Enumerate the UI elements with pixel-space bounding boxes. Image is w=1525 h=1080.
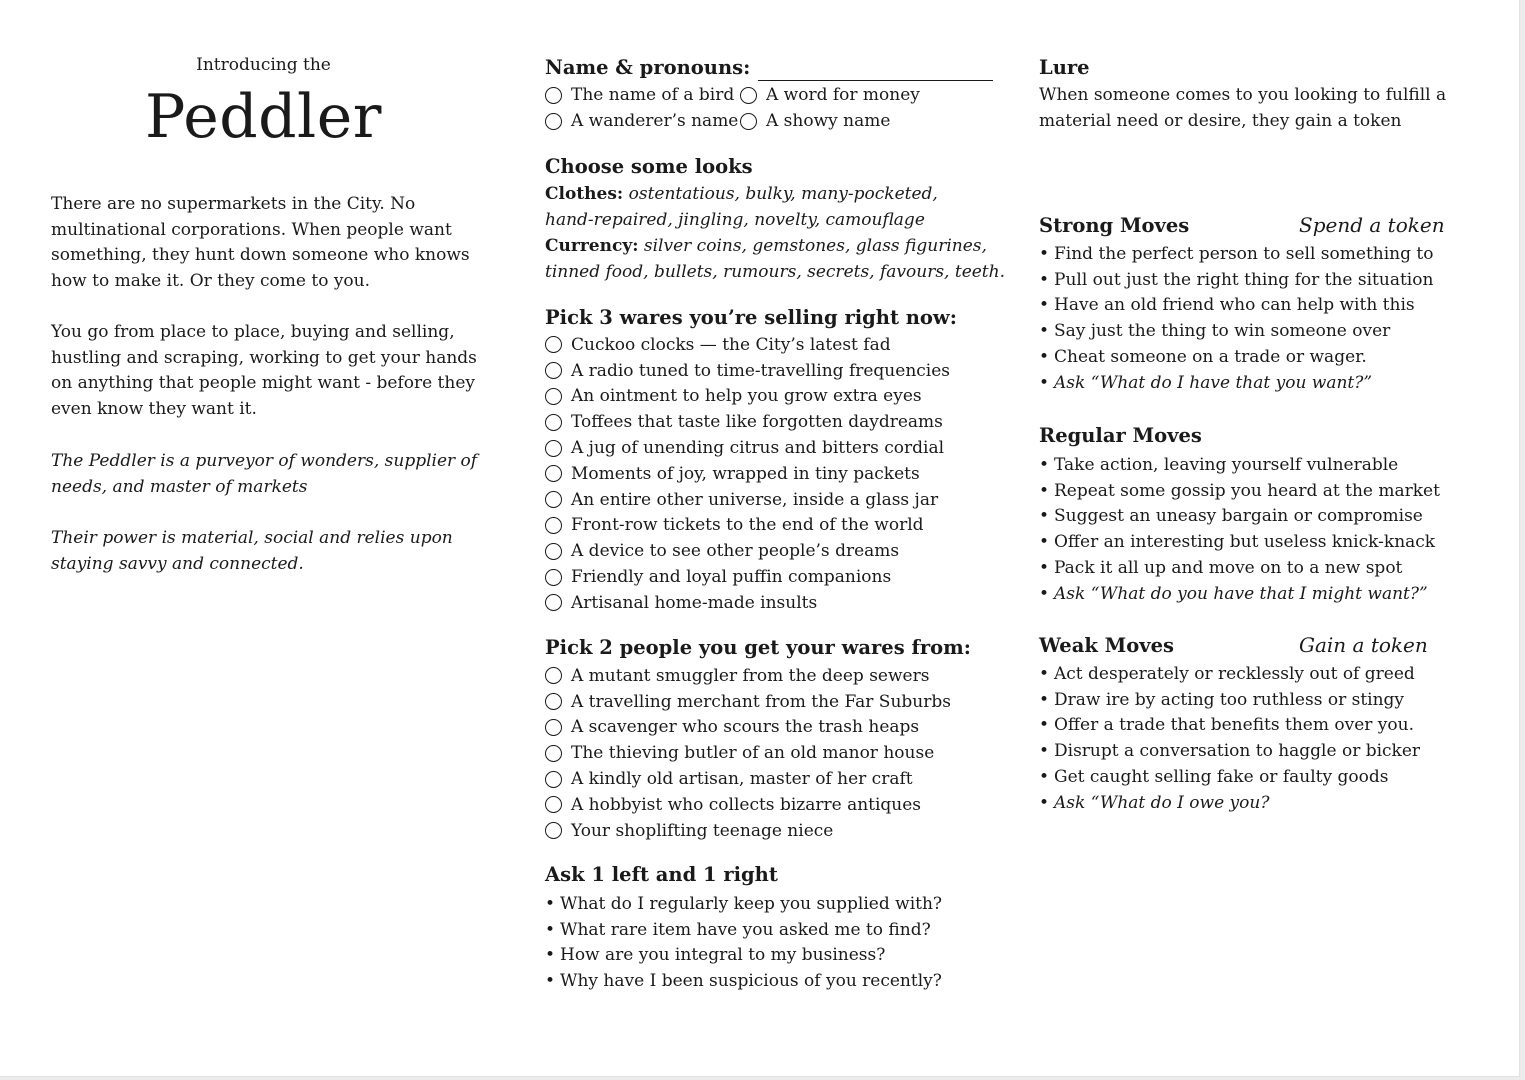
bullet-text: Draw ire by acting too ruthless or stingy <box>1054 689 1405 710</box>
bullet-icon: • <box>1039 347 1050 368</box>
bullet-icon: • <box>1039 243 1050 264</box>
option-item[interactable] <box>545 792 995 818</box>
bullet-icon: • <box>1039 663 1050 684</box>
bullet-icon: • <box>545 893 556 914</box>
option-label: A travelling merchant from the Far Suburbs <box>571 691 951 712</box>
regular-moves-heading: Regular Moves <box>1039 424 1202 447</box>
option-item[interactable] <box>545 818 995 844</box>
bullet-item <box>1039 267 1459 293</box>
checkbox-circle-icon[interactable] <box>545 440 562 457</box>
description-paragraph: You go from place to place, buying and selling, hustling and scraping, working to get your hands on anything that people might want - before they even know they want it. <box>51 322 477 420</box>
option-label: A scavenger who scours the trash heaps <box>571 717 920 738</box>
bullet-text: Disrupt a conversation to haggle or bicker <box>1054 741 1421 762</box>
bullet-icon: • <box>1039 506 1050 527</box>
option-item[interactable] <box>545 564 995 590</box>
description-paragraph: There are no supermarkets in the City. No multinational corporations. When people want something, they hunt down someone who knows how to make it. Or they come to you. <box>51 194 470 292</box>
bullet-item <box>1039 555 1459 581</box>
bullet-text: Find the perfect person to sell something to <box>1054 243 1434 264</box>
bullet-item <box>1039 452 1459 478</box>
option-label: A kindly old artisan, master of her craft <box>571 769 913 790</box>
bullet-icon: • <box>1039 454 1050 475</box>
currency-label: Currency: <box>545 236 639 256</box>
option-item[interactable] <box>545 435 995 461</box>
checkbox-circle-icon[interactable] <box>545 113 562 130</box>
option-item[interactable] <box>545 461 995 487</box>
option-label: A showy name <box>766 111 891 131</box>
option-label: An entire other universe, inside a glass jar <box>571 489 939 510</box>
gain-token-note: Gain a token <box>1299 633 1428 657</box>
bullet-item <box>1039 687 1459 713</box>
bullet-item <box>1039 370 1459 396</box>
checkbox-circle-icon[interactable] <box>545 745 562 762</box>
bullet-text: How are you integral to my business? <box>560 945 886 966</box>
checkbox-circle-icon[interactable] <box>545 491 562 508</box>
option-item[interactable] <box>545 766 995 792</box>
option-label: A device to see other people’s dreams <box>571 541 900 562</box>
name-blank-field[interactable] <box>758 60 993 81</box>
checkbox-circle-icon[interactable] <box>545 569 562 586</box>
bullet-icon: • <box>545 945 556 966</box>
bullet-icon: • <box>1039 269 1050 290</box>
checkbox-circle-icon[interactable] <box>740 113 757 130</box>
checkbox-circle-icon[interactable] <box>545 796 562 813</box>
bullet-icon: • <box>1039 715 1050 736</box>
option-item[interactable] <box>545 409 995 435</box>
name-heading <box>545 55 993 81</box>
checkbox-circle-icon[interactable] <box>545 771 562 788</box>
option-item[interactable] <box>545 358 995 384</box>
option-label: Artisanal home-made insults <box>571 592 818 613</box>
looks-heading: Choose some looks <box>545 155 753 178</box>
checkbox-circle-icon[interactable] <box>545 388 562 405</box>
wares-list <box>545 332 995 616</box>
bullet-icon: • <box>1039 689 1050 710</box>
bullet-text: Have an old friend who can help with this <box>1054 295 1415 316</box>
checkbox-circle-icon[interactable] <box>545 543 562 560</box>
option-label: The name of a bird <box>571 85 735 105</box>
bullet-item <box>1039 529 1459 555</box>
bullet-text: Act desperately or recklessly out of greed <box>1054 663 1415 684</box>
bullet-icon: • <box>1039 321 1050 342</box>
option-label: A radio tuned to time-travelling frequencies <box>571 360 951 381</box>
bullet-text: Offer a trade that benefits them over you. <box>1054 715 1414 736</box>
name-option[interactable] <box>740 109 890 135</box>
bullet-icon: • <box>1039 583 1050 604</box>
bullet-icon: • <box>1039 558 1050 579</box>
bullet-text: Pack it all up and move on to a new spot <box>1054 558 1403 579</box>
checkbox-circle-icon[interactable] <box>545 667 562 684</box>
checkbox-circle-icon[interactable] <box>545 517 562 534</box>
option-label: A word for money <box>766 85 920 105</box>
name-option[interactable] <box>545 109 738 135</box>
bullet-icon: • <box>1039 372 1050 393</box>
bullet-item <box>1039 344 1459 370</box>
bullet-icon: • <box>1039 480 1050 501</box>
spend-token-note: Spend a token <box>1299 213 1445 237</box>
option-item[interactable] <box>545 332 995 358</box>
bullet-item <box>545 917 995 943</box>
ask-list <box>545 891 995 994</box>
strong-moves-list <box>1039 241 1459 396</box>
name-option[interactable] <box>740 83 920 109</box>
option-item[interactable] <box>545 740 995 766</box>
option-label: Moments of joy, wrapped in tiny packets <box>571 463 920 484</box>
bullet-item <box>1039 581 1459 607</box>
currency-line <box>545 234 987 260</box>
bullet-icon: • <box>545 919 556 940</box>
page-title: Peddler <box>145 82 382 152</box>
bullet-item <box>1039 738 1459 764</box>
option-item[interactable] <box>545 590 995 616</box>
bullet-icon: • <box>1039 741 1050 762</box>
clothes-values-cont: hand-repaired, jingling, novelty, camouflage <box>545 210 925 230</box>
bullet-text: Ask “What do you have that I might want?” <box>1054 583 1428 604</box>
bullet-item <box>1039 713 1459 739</box>
summary-paragraph: The Peddler is a purveyor of wonders, supplier of needs, and master of markets <box>51 451 478 497</box>
bullet-item <box>1039 504 1459 530</box>
bullet-item <box>1039 661 1459 687</box>
checkbox-circle-icon[interactable] <box>545 693 562 710</box>
option-label: A mutant smuggler from the deep sewers <box>571 665 930 686</box>
option-item[interactable] <box>545 538 995 564</box>
ask-heading: Ask 1 left and 1 right <box>545 863 778 886</box>
bullet-text: What rare item have you asked me to find? <box>560 919 931 940</box>
wares-heading: Pick 3 wares you’re selling right now: <box>545 306 957 329</box>
checkbox-circle-icon[interactable] <box>545 594 562 611</box>
bullet-icon: • <box>1039 767 1050 788</box>
lure-text: When someone comes to you looking to fulfill a <box>1039 85 1447 105</box>
option-label: Front-row tickets to the end of the world <box>571 515 924 536</box>
option-item[interactable] <box>545 487 995 513</box>
currency-values: silver coins, gemstones, glass figurines, <box>643 236 987 256</box>
regular-moves-list <box>1039 452 1459 607</box>
option-label: Your shoplifting teenage niece <box>571 820 834 841</box>
bullet-item <box>1039 478 1459 504</box>
currency-values-cont: tinned food, bullets, rumours, secrets, favours, teeth. <box>545 262 1005 282</box>
checkbox-circle-icon[interactable] <box>545 362 562 379</box>
option-item[interactable] <box>545 715 995 741</box>
checkbox-circle-icon[interactable] <box>545 87 562 104</box>
checkbox-circle-icon[interactable] <box>545 414 562 431</box>
bullet-text: Say just the thing to win someone over <box>1054 321 1391 342</box>
bullet-icon: • <box>545 971 556 992</box>
option-item[interactable] <box>545 384 995 410</box>
bullet-item <box>545 968 995 994</box>
checkbox-circle-icon[interactable] <box>740 87 757 104</box>
summary-paragraph: Their power is material, social and relies upon staying savvy and connected. <box>51 528 453 574</box>
checkbox-circle-icon[interactable] <box>545 822 562 839</box>
bullet-text: Repeat some gossip you heard at the market <box>1054 480 1440 501</box>
bullet-text: Get caught selling fake or faulty goods <box>1054 767 1389 788</box>
option-label: Toffees that taste like forgotten daydreams <box>571 412 943 433</box>
option-item[interactable] <box>545 513 995 539</box>
bullet-text: What do I regularly keep you supplied with? <box>560 893 943 914</box>
people-heading: Pick 2 people you get your wares from: <box>545 636 971 659</box>
option-label: Cuckoo clocks — the City’s latest fad <box>571 334 891 355</box>
weak-moves-heading: Weak Moves <box>1039 634 1174 657</box>
option-label: The thieving butler of an old manor house <box>571 743 935 764</box>
weak-moves-list <box>1039 661 1459 816</box>
bullet-text: Suggest an uneasy bargain or compromise <box>1054 506 1423 527</box>
bullet-item <box>1039 241 1459 267</box>
clothes-line <box>545 182 938 208</box>
checkbox-circle-icon[interactable] <box>545 465 562 482</box>
bullet-text: Take action, leaving yourself vulnerable <box>1054 454 1399 475</box>
bullet-text: Why have I been suspicious of you recently? <box>560 971 942 992</box>
bullet-text: Offer an interesting but useless knick-knack <box>1054 532 1436 553</box>
bullet-item <box>1039 293 1459 319</box>
bullet-item <box>1039 764 1459 790</box>
option-item[interactable] <box>545 689 995 715</box>
bullet-text: Cheat someone on a trade or wager. <box>1054 347 1367 368</box>
bullet-item <box>1039 790 1459 816</box>
intro-label: Introducing the <box>196 55 331 75</box>
bullet-item <box>545 943 995 969</box>
strong-moves-heading: Strong Moves <box>1039 214 1190 237</box>
option-item[interactable] <box>545 663 995 689</box>
option-label: An ointment to help you grow extra eyes <box>571 386 922 407</box>
people-list <box>545 663 995 844</box>
bullet-text: Ask “What do I have that you want?” <box>1054 372 1373 393</box>
option-label: A wanderer’s name <box>571 111 739 131</box>
bullet-icon: • <box>1039 532 1050 553</box>
clothes-values: ostentatious, bulky, many-pocketed, <box>628 184 938 204</box>
bullet-icon: • <box>1039 295 1050 316</box>
option-label: Friendly and loyal puffin companions <box>571 567 892 588</box>
bullet-text: Pull out just the right thing for the situation <box>1054 269 1434 290</box>
lure-text: material need or desire, they gain a token <box>1039 111 1402 131</box>
option-label: A hobbyist who collects bizarre antiques <box>571 794 922 815</box>
clothes-label: Clothes: <box>545 184 624 204</box>
checkbox-circle-icon[interactable] <box>545 336 562 353</box>
option-label: A jug of unending citrus and bitters cordial <box>571 438 945 459</box>
bullet-item <box>545 891 995 917</box>
bullet-text: Ask “What do I owe you? <box>1054 792 1270 813</box>
name-option[interactable] <box>545 83 734 109</box>
bullet-item <box>1039 318 1459 344</box>
lure-heading: Lure <box>1039 56 1090 79</box>
name-heading-text: Name & pronouns: <box>545 56 751 79</box>
checkbox-circle-icon[interactable] <box>545 719 562 736</box>
bullet-icon: • <box>1039 792 1050 813</box>
